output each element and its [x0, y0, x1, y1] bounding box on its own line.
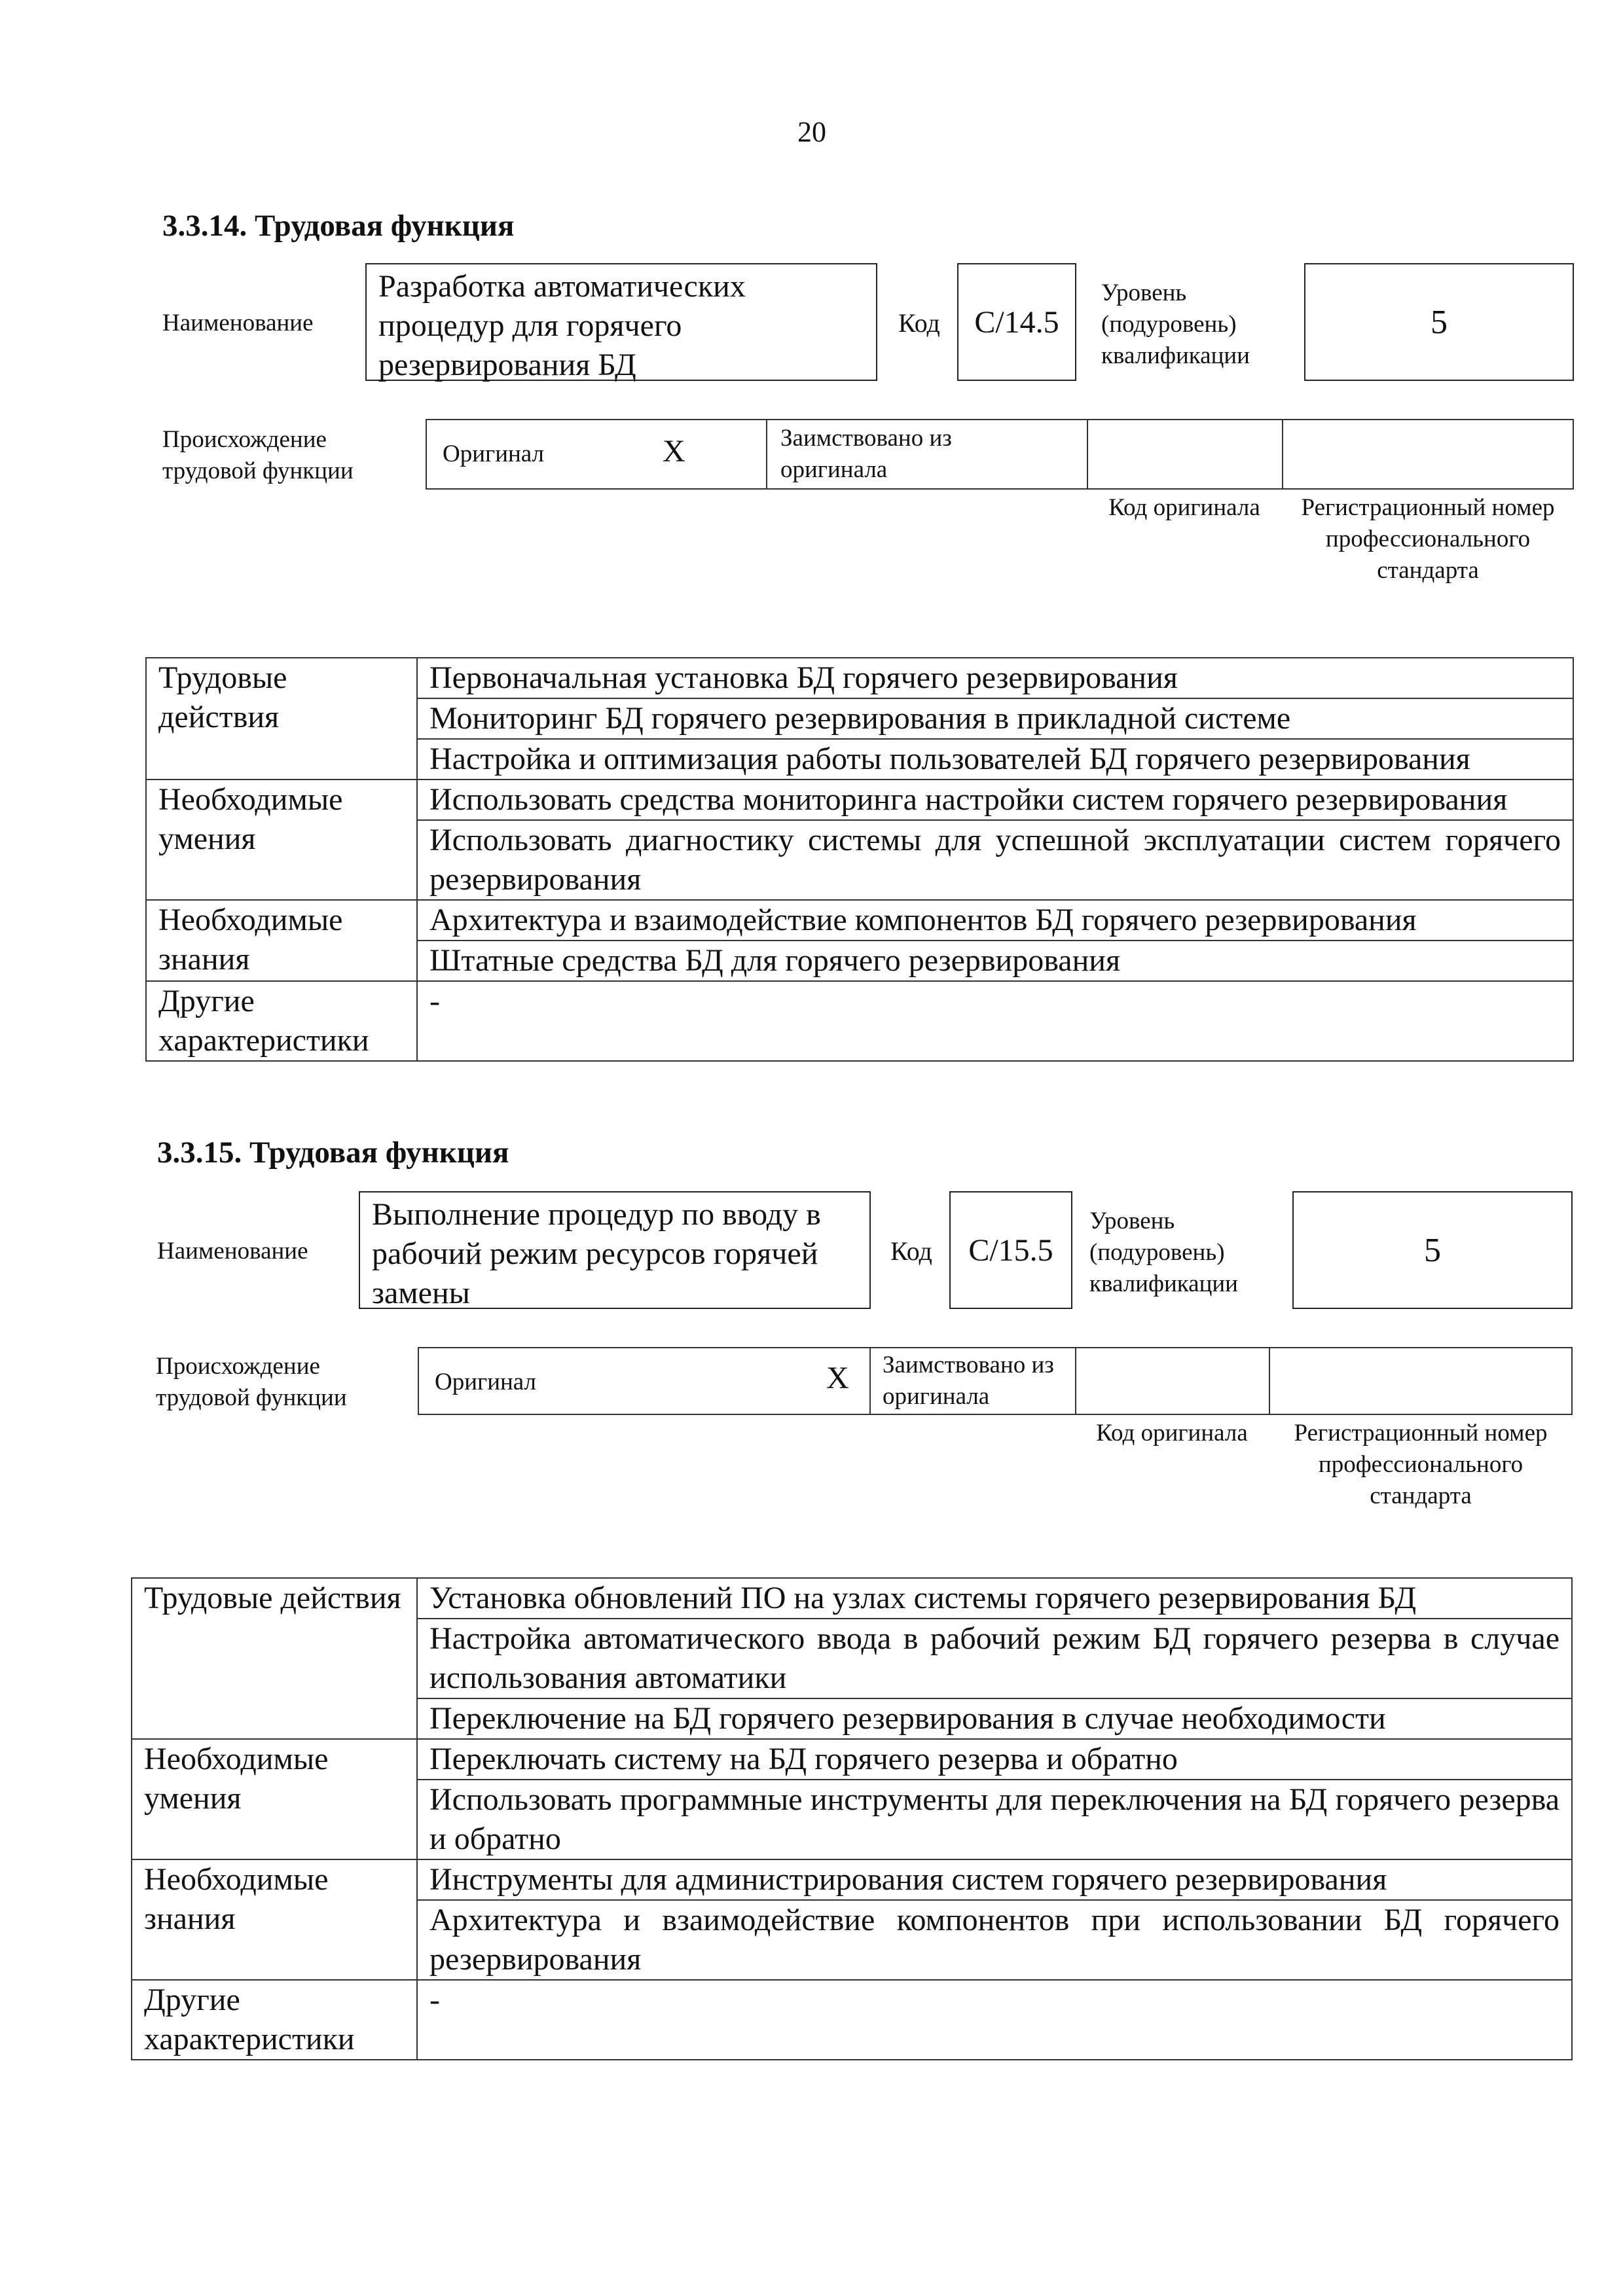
group-item: Переключение на БД горячего резервирования в случае необходимости — [417, 1698, 1572, 1739]
origin-row — [418, 1347, 1573, 1415]
group-item: Инструменты для администрирования систем горячего резервирования — [417, 1859, 1572, 1900]
group-item: Установка обновлений ПО на узлах системы горячего резервирования БД — [417, 1578, 1572, 1619]
level-box: 5 — [1304, 263, 1574, 381]
original-code-caption: Код оригинала — [1108, 494, 1260, 521]
reg-number-cell — [1283, 420, 1573, 488]
group-head: Необходимые знания — [132, 1859, 417, 1980]
page-number: 20 — [797, 116, 826, 148]
section-title: 3.3.14. Трудовая функция — [162, 209, 515, 243]
group-item: Архитектура и взаимодействие компонентов БД горячего резервирования — [417, 900, 1573, 941]
group-head: Необходимые умения — [132, 1739, 417, 1859]
function-table — [145, 657, 1574, 1062]
group-item: Использовать диагностику системы для успешной эксплуатации систем горячего резервирования — [417, 820, 1573, 900]
level-label: Уровень (подуровень) квалификации — [1101, 279, 1250, 369]
function-code-box: C/15.5 — [949, 1191, 1072, 1309]
original-label: Оригинал — [435, 1369, 537, 1395]
level-label: Уровень (подуровень) квалификации — [1089, 1208, 1238, 1297]
borrowed-label: Заимствовано из оригинала — [883, 1352, 1054, 1410]
group-head: Необходимые умения — [146, 780, 417, 900]
code-label: Код — [898, 308, 940, 338]
borrowed-cell — [871, 1348, 1076, 1414]
group-item: Настройка и оптимизация работы пользователей БД горячего резервирования — [417, 739, 1573, 780]
name-label: Наименование — [162, 310, 314, 336]
group-head: Другие характеристики — [146, 981, 417, 1061]
group-head: Трудовые действия — [146, 658, 417, 780]
original-code-caption: Код оригинала — [1096, 1420, 1248, 1446]
group-item: Архитектура и взаимодействие компонентов при использовании БД горячего резервирования — [417, 1900, 1572, 1980]
group-item: - — [417, 981, 1573, 1061]
original-cell — [419, 1348, 871, 1414]
original-label: Оригинал — [443, 440, 545, 467]
function-code-box: C/14.5 — [957, 263, 1076, 381]
name-label: Наименование — [157, 1238, 308, 1265]
reg-number-caption: Регистрационный номер профессионального стандарта — [1301, 494, 1555, 584]
origin-row — [426, 419, 1574, 490]
function-table — [131, 1577, 1573, 2060]
origin-label: Происхождение трудовой функции — [156, 1353, 347, 1411]
origin-label: Происхождение трудовой функции — [162, 426, 354, 484]
section-title: 3.3.15. Трудовая функция — [157, 1136, 509, 1170]
group-item: Использовать средства мониторинга настройки систем горячего резервирования — [417, 780, 1573, 820]
group-head: Трудовые действия — [132, 1578, 417, 1739]
original-mark: X — [663, 434, 685, 469]
original-code-cell — [1076, 1348, 1270, 1414]
function-name-box: Выполнение процедур по вводу в рабочий режим ресурсов горячей замены — [359, 1191, 871, 1309]
borrowed-label: Заимствовано из оригинала — [780, 425, 952, 483]
group-item: Настройка автоматического ввода в рабочий режим БД горячего резерва в случае использования автоматики — [417, 1619, 1572, 1698]
level-box: 5 — [1292, 1191, 1573, 1309]
borrowed-cell — [767, 420, 1088, 488]
code-label: Код — [890, 1236, 932, 1266]
group-head: Необходимые знания — [146, 900, 417, 981]
function-name-box: Разработка автоматических процедур для горячего резервирования БД — [365, 263, 877, 381]
group-item: Переключать систему на БД горячего резерва и обратно — [417, 1739, 1572, 1780]
group-item: Мониторинг БД горячего резервирования в прикладной системе — [417, 698, 1573, 739]
group-item: - — [417, 1980, 1572, 2060]
group-item: Использовать программные инструменты для переключения на БД горячего резерва и обратно — [417, 1780, 1572, 1859]
group-head: Другие характеристики — [132, 1980, 417, 2060]
original-mark: X — [826, 1361, 849, 1395]
original-cell — [427, 420, 767, 488]
group-item: Штатные средства БД для горячего резервирования — [417, 941, 1573, 981]
group-item: Первоначальная установка БД горячего резервирования — [417, 658, 1573, 698]
original-code-cell — [1088, 420, 1283, 488]
reg-number-caption: Регистрационный номер профессионального стандарта — [1294, 1420, 1548, 1509]
reg-number-cell — [1270, 1348, 1571, 1414]
